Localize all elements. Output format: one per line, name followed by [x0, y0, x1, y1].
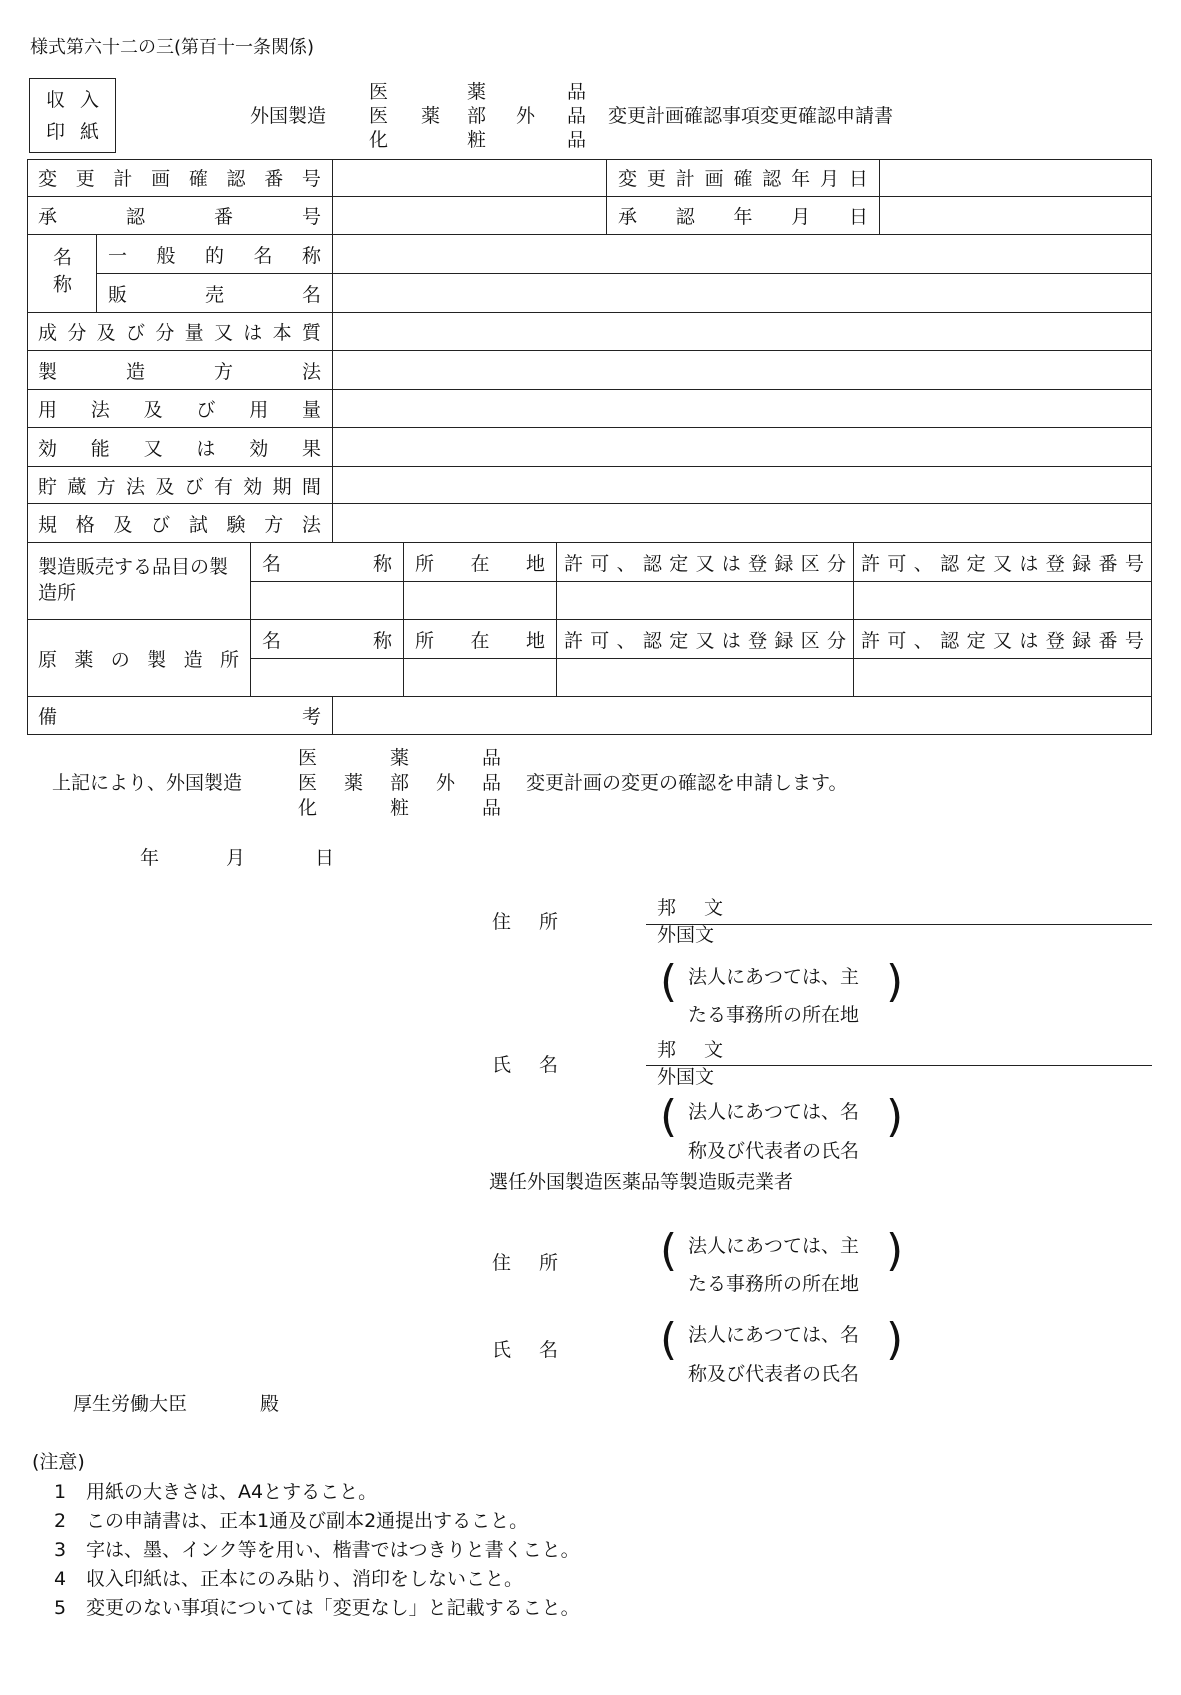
right-paren-icon: ): [886, 1314, 904, 1365]
label-dosage: 用 法 及 び 用 量: [38, 399, 321, 421]
field-change-plan-number[interactable]: [333, 159, 607, 197]
field-dosage[interactable]: [333, 390, 1152, 428]
declaration-option-char: 薬: [390, 747, 410, 769]
appointed-name-note-2: 称及び代表者の氏名: [688, 1363, 860, 1385]
note-text: 変更のない事項については「変更なし」と記載すること。: [86, 1597, 580, 1619]
declaration-option-char: 外: [436, 772, 456, 794]
field-specifications[interactable]: [333, 504, 1152, 543]
header-api-site-name: 名 称: [262, 629, 392, 652]
date-year: 年: [140, 847, 160, 869]
stamp-label-2: 印 紙: [46, 121, 99, 143]
header-site-location: 所 在 地: [415, 552, 545, 575]
notes-title: (注意): [32, 1451, 85, 1473]
note-number: 4: [54, 1568, 67, 1590]
label-name-group: 名称: [50, 246, 72, 301]
field-brand-name[interactable]: [333, 274, 1152, 313]
field-remarks[interactable]: [333, 697, 1152, 735]
field-change-plan-date[interactable]: [880, 159, 1152, 197]
header-api-license-number: 許 可 、 認 定 又 は 登 録 番 号: [861, 629, 1144, 652]
label-change-plan-number: 変 更 計 画 確 認 番 号: [38, 168, 321, 190]
field-product-site-name[interactable]: [251, 582, 404, 620]
header-api-license-category: 許 可 、 認 定 又 は 登 録 区 分: [564, 629, 846, 652]
label-api-site: 原 薬 の 製 造 所: [38, 648, 239, 671]
date-day: 日: [315, 847, 335, 869]
note-text: この申請書は、正本1通及び副本2通提出すること。: [86, 1510, 529, 1532]
heading-option-char: 薬: [421, 105, 441, 127]
right-paren-icon: ): [886, 1091, 904, 1142]
addressee-name: 厚生労働大臣: [73, 1393, 188, 1415]
heading-option-char: 外: [516, 105, 536, 127]
note-text: 収入印紙は、正本にのみ貼り、消印をしないこと。: [86, 1568, 524, 1590]
note-number: 2: [54, 1510, 67, 1532]
declaration-option-char: 部: [390, 772, 410, 794]
heading-option-char: 品: [567, 105, 587, 127]
applicant-address-japanese-label: 邦 文: [657, 897, 723, 919]
appointed-title: 選任外国製造医薬品等製造販売業者: [489, 1171, 794, 1193]
field-product-site-license-number[interactable]: [854, 582, 1152, 620]
field-api-site-license-number[interactable]: [854, 659, 1152, 697]
heading-option-char: 部: [467, 105, 487, 127]
field-api-site-name[interactable]: [251, 659, 404, 697]
declaration-option-char: 粧: [390, 797, 410, 819]
header-api-site-location: 所 在 地: [415, 629, 545, 652]
applicant-address-label: 住 所: [492, 911, 558, 933]
left-paren-icon: (: [660, 1314, 678, 1365]
field-efficacy[interactable]: [333, 428, 1152, 467]
heading-prefix: 外国製造: [250, 105, 327, 127]
label-storage: 貯 蔵 方 法 及 び 有 効 期 間: [38, 475, 321, 498]
declaration-prefix: 上記により、外国製造: [52, 772, 243, 794]
left-paren-icon: (: [660, 1225, 678, 1276]
label-approval-number: 承 認 番 号: [38, 206, 321, 228]
label-efficacy: 効 能 又 は 効 果: [38, 437, 321, 460]
label-generic-name: 一 般 的 名 称: [108, 244, 321, 267]
appointed-address-note-1: 法人にあつては、主: [688, 1235, 860, 1257]
label-approval-date: 承 認 年 月 日: [618, 206, 868, 228]
field-ingredients[interactable]: [333, 313, 1152, 351]
applicant-address-note-1: 法人にあつては、主: [688, 966, 860, 988]
label-change-plan-date: 変 更 計 画 確 認 年 月 日: [618, 168, 868, 190]
applicant-name-label: 氏 名: [492, 1054, 558, 1076]
field-api-site-location[interactable]: [404, 659, 557, 697]
applicant-name-note-2: 称及び代表者の氏名: [688, 1140, 860, 1162]
note-number: 5: [54, 1597, 67, 1619]
declaration-option-char: 医: [298, 772, 318, 794]
header-license-category: 許 可 、 認 定 又 は 登 録 区 分: [564, 552, 846, 575]
appointed-address-label: 住 所: [492, 1252, 558, 1274]
heading-option-char: 医: [369, 81, 389, 103]
field-manufacturing-method[interactable]: [333, 351, 1152, 390]
note-text: 字は、墨、インク等を用い、楷書ではつきりと書くこと。: [86, 1539, 580, 1561]
declaration-option-char: 薬: [344, 772, 364, 794]
note-number: 3: [54, 1539, 67, 1561]
applicant-address-line[interactable]: [646, 924, 1152, 925]
applicant-name-note-1: 法人にあつては、名: [688, 1101, 860, 1123]
declaration-suffix: 変更計画の変更の確認を申請します。: [526, 772, 848, 794]
note-number: 1: [54, 1481, 67, 1503]
heading-option-char: 粧: [467, 129, 487, 151]
label-manufacturing-method: 製 造 方 法: [38, 360, 321, 383]
header-site-name: 名 称: [262, 552, 392, 575]
left-paren-icon: (: [660, 956, 678, 1007]
heading-option-char: 品: [567, 81, 587, 103]
form-title: 様式第六十二の三(第百十一条関係): [30, 37, 315, 58]
field-product-site-license-category[interactable]: [557, 582, 854, 620]
addressee-honorific: 殿: [260, 1393, 280, 1415]
applicant-name-japanese-label: 邦 文: [657, 1039, 723, 1061]
label-specifications: 規 格 及 び 試 験 方 法: [38, 513, 321, 536]
appointed-name-label: 氏 名: [492, 1339, 558, 1361]
applicant-address-note-2: たる事務所の所在地: [688, 1004, 860, 1026]
label-ingredients: 成 分 及 び 分 量 又 は 本 質: [38, 322, 321, 344]
applicant-address-foreign-label: 外国文: [657, 924, 715, 946]
declaration-option-char: 品: [482, 747, 502, 769]
applicant-name-foreign-label: 外国文: [657, 1066, 715, 1088]
applicant-name-line[interactable]: [646, 1065, 1152, 1066]
field-storage[interactable]: [333, 467, 1152, 504]
declaration-option-char: 品: [482, 797, 502, 819]
label-brand-name: 販 売 名: [108, 283, 321, 306]
declaration-option-char: 化: [298, 797, 318, 819]
appointed-name-note-1: 法人にあつては、名: [688, 1324, 860, 1346]
field-product-site-location[interactable]: [404, 582, 557, 620]
note-text: 用紙の大きさは、A4とすること。: [86, 1481, 378, 1503]
heading-option-char: 薬: [467, 81, 487, 103]
heading-suffix: 変更計画確認事項変更確認申請書: [608, 105, 894, 127]
declaration-option-char: 品: [482, 772, 502, 794]
revenue-stamp-box: [29, 78, 116, 153]
declaration-option-char: 医: [298, 747, 318, 769]
field-api-site-license-category[interactable]: [557, 659, 854, 697]
right-paren-icon: ): [886, 956, 904, 1007]
date-month: 月: [226, 847, 246, 869]
field-generic-name[interactable]: [333, 235, 1152, 274]
label-remarks: 備 考: [38, 706, 321, 728]
header-license-number: 許 可 、 認 定 又 は 登 録 番 号: [861, 552, 1144, 575]
stamp-label-1: 収 入: [46, 89, 99, 111]
heading-option-char: 医: [369, 105, 389, 127]
heading-option-char: 品: [567, 129, 587, 151]
appointed-address-note-2: たる事務所の所在地: [688, 1273, 860, 1295]
field-approval-number[interactable]: [333, 197, 607, 235]
label-product-site: 製造販売する品目の製造所: [38, 556, 229, 604]
heading-option-char: 化: [369, 129, 389, 151]
right-paren-icon: ): [886, 1225, 904, 1276]
left-paren-icon: (: [660, 1091, 678, 1142]
field-approval-date[interactable]: [880, 197, 1152, 235]
